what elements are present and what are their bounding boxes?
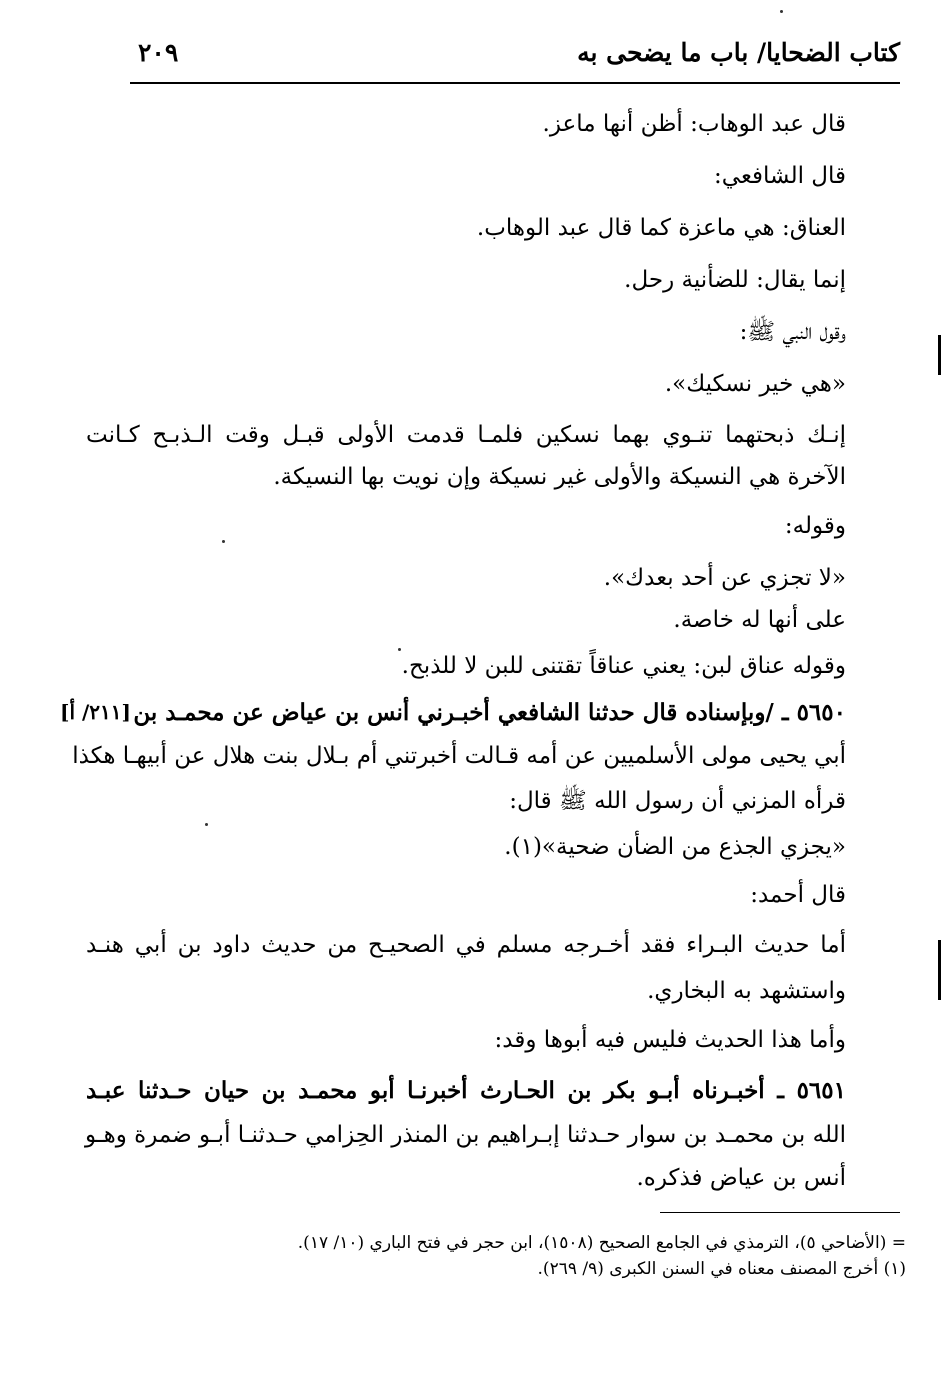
body-line: «لا تجزي عن أحد بعدك». xyxy=(603,565,846,591)
scan-edge-mark xyxy=(938,335,941,375)
body-line: قرأه المزني أن رسول الله ﷺ قال: xyxy=(509,788,846,814)
body-line: على أنها له خاصة. xyxy=(673,607,846,633)
body-line: وقول النبي ﷺ: xyxy=(739,319,846,345)
body-line: إنـك ذبحتهما تنـوي بهما نسكين فلمـا قدمت الأولى قبـل وقت الـذبـح كـانت xyxy=(86,422,846,448)
scan-speck xyxy=(222,540,225,543)
scan-speck xyxy=(205,823,208,826)
body-line: «هي خير نسكيك». xyxy=(664,371,846,397)
header-title: كتاب الضحايا/ باب ما يضحى به xyxy=(577,38,900,67)
body-line: إنما يقال: للضأنية رحل. xyxy=(624,267,846,293)
body-line: الآخرة هي النسيكة والأولى غير نسيكة وإن نويت بها النسيكة. xyxy=(273,464,846,490)
body-line: ٥٦٥١ ـ أخبـرناه أبـو بكر بن الحـارث أخبرنـا أبو محمـد بن حيان حـدثنا عبـد xyxy=(86,1077,846,1104)
body-line: الله بن محمـد بن سوار حـدثنا إبـراهيم بن المنذر الحِزامي حـدثنـا أبـو ضمرة وهـو xyxy=(85,1122,846,1148)
scan-speck xyxy=(398,648,401,651)
running-header xyxy=(130,38,900,78)
header-rule xyxy=(130,82,900,84)
body-line: أبي يحيى مولى الأسلميين عن أمه قـالت أخبرتني أم بـلال بنت هلال عن أبيهـا هكذا xyxy=(72,743,846,769)
scan-speck xyxy=(780,10,783,13)
body-line: أما حديث البـراء فقد أخـرجه مسلم في الصحيـح من حديث داود بن أبي هنـد xyxy=(86,932,846,958)
body-line: قال الشافعي: xyxy=(714,163,846,189)
scan-edge-mark xyxy=(938,940,941,1000)
page-number: ٢٠٩ xyxy=(138,38,179,67)
body-line: أنس بن عياض فذكره. xyxy=(636,1165,846,1191)
marginal-folio-reference: [٢١١/ أ] xyxy=(60,700,131,724)
body-line: قال أحمد: xyxy=(750,882,846,908)
footnote-rule xyxy=(660,1212,900,1213)
body-line: واستشهد به البخاري. xyxy=(647,978,846,1004)
body-line: قال عبد الوهاب: أظن أنها ماعز. xyxy=(542,111,846,137)
body-line: وأما هذا الحديث فليس فيه أبوها وقد: xyxy=(494,1027,846,1053)
footnote-line: = (الأضاحي ٥)، الترمذي في الجامع الصحيح (١٥٠٨)، ابن حجر في فتح الباري (١٠/ ١٧). xyxy=(297,1233,906,1253)
body-line: ٥٦٥٠ ـ /وبإسناده قال حدثنا الشافعي أخبـرني أنس بن عياض عن محمـد بن xyxy=(133,699,846,726)
body-line: العناق: هي ماعزة كما قال عبد الوهاب. xyxy=(476,215,846,241)
body-line: وقوله: xyxy=(784,513,846,539)
body-line: وقوله عناق لبن: يعني عناقاً تقتنى للبن لا للذبح. xyxy=(401,653,846,679)
footnote-line: (١) أخرج المصنف معناه في السنن الكبرى (٩/ ٢٦٩). xyxy=(537,1259,906,1279)
body-line: «يجزي الجذع من الضأن ضحية»(١). xyxy=(504,834,846,860)
